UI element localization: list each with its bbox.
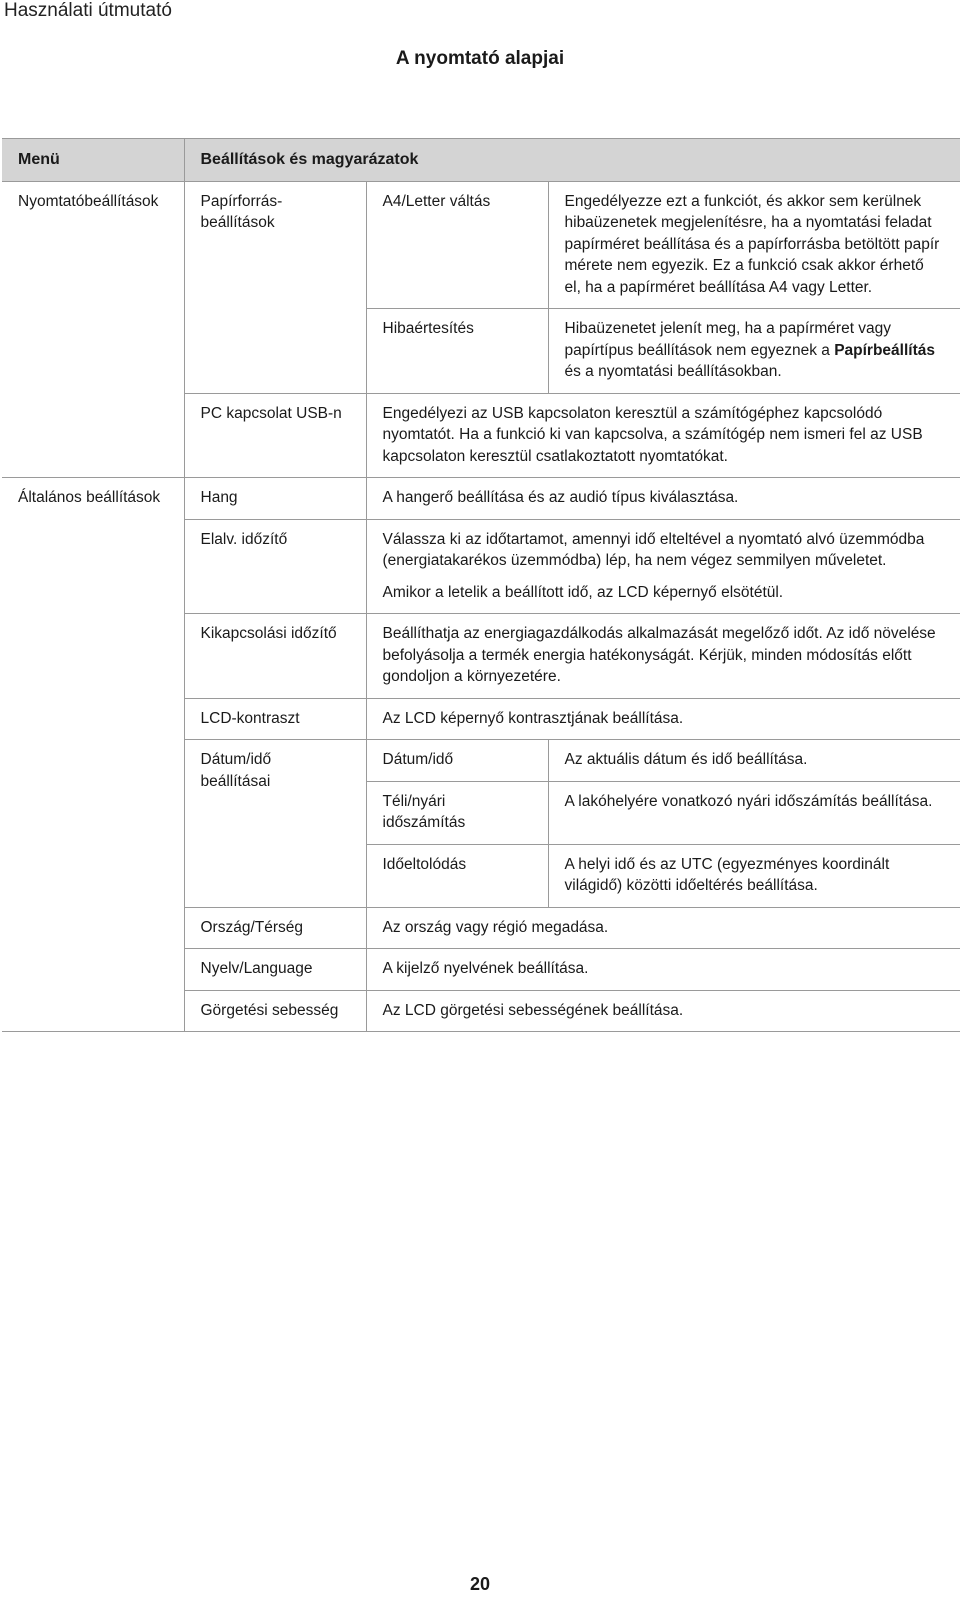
item-datum (184, 740, 366, 908)
subitem-a4letter: A4/Letter váltás (366, 181, 548, 309)
desc-kikapcsolasi: Beállíthatja az energiagazdálkodás alkalmazását megelőző időt. Az idő növelése befolyásolja a termék energia hatékonyságát. Kérjük, minden módosítás előtt gondoljon a környezetére. (366, 614, 960, 699)
desc-hang: A hangerő beállítása és az audió típus kiválasztása. (366, 478, 960, 520)
item-lcd-kontraszt: LCD-kontraszt (184, 698, 366, 740)
desc-pc-usb: Engedélyezi az USB kapcsolaton keresztül a számítógéphez kapcsolódó nyomtatót. Ha a funkció ki van kapcsolva, a számítógép nem ismeri fel az USB kapcsolaton keresztül csatlakoztatott nyomtatókat. (366, 393, 960, 478)
desc-elalv: Válassza ki az időtartamot, amennyi idő elteltével a nyomtató alvó üzemmódba (energiatakarékos üzemmódba) lép, ha nem végez semmilyen műveletet. (366, 519, 960, 582)
menu-nyomtato: Nyomtatóbeállítások (2, 181, 184, 478)
item-label: Dátum/idő (200, 751, 272, 768)
item-orszag: Ország/Térség (184, 907, 366, 949)
menu-altalanos: Általános beállítások (2, 478, 184, 1032)
desc-hibaertesites (548, 309, 960, 394)
running-title: Használati útmutató (4, 0, 172, 21)
desc-text: és a nyomtatási beállításokban. (564, 363, 782, 380)
desc-orszag: Az ország vagy régió megadása. (366, 907, 960, 949)
subitem-idoeltolodas: Időeltolódás (366, 844, 548, 907)
subitem-teli-nyari (366, 781, 548, 844)
desc-gorgetesi: Az LCD görgetési sebességének beállítása. (366, 990, 960, 1032)
table-row (2, 478, 960, 520)
subitem-datum-ido: Dátum/idő (366, 740, 548, 782)
item-papirforras (184, 181, 366, 393)
desc-idoeltolodas: A helyi idő és az UTC (egyezményes koordinált világidő) közötti időeltérés beállítása. (548, 844, 960, 907)
desc-bold-term: Papírbeállítás (834, 341, 935, 359)
item-label: Téli/nyári (382, 792, 446, 810)
table-header-row (2, 139, 960, 182)
page-number: 20 (469, 1574, 491, 1594)
item-hang: Hang (184, 478, 366, 520)
item-label: időszámítás (382, 814, 466, 831)
desc-datum-ido: Az aktuális dátum és idő beállítása. (548, 740, 960, 782)
item-label: beállítások (200, 214, 275, 231)
item-kikapcsolasi: Kikapcsolási időzítő (184, 614, 366, 699)
table-row (2, 181, 960, 309)
desc-elalv-note: Amikor a letelik a beállított idő, az LCD képernyő elsötétül. (366, 582, 960, 614)
desc-a4letter: Engedélyezze ezt a funkciót, és akkor sem kerülnek hibaüzenetek megjelenítésre, ha a nyomtatási feladat papírméret beállítása és a papírforrásba betöltött papír mérete nem egyezik. Ez a funkció csak akkor érhető el, ha a papírméret beállítása A4 vagy Letter. (548, 181, 960, 309)
item-label: beállításai (200, 772, 271, 790)
item-pc-usb: PC kapcsolat USB-n (184, 393, 366, 478)
desc-lcd-kontraszt: Az LCD képernyő kontrasztjának beállítása. (366, 698, 960, 740)
desc-nyelv: A kijelző nyelvének beállítása. (366, 949, 960, 991)
item-nyelv: Nyelv/Language (184, 949, 366, 991)
item-elalv: Elalv. időzítő (184, 519, 366, 614)
item-gorgetesi: Görgetési sebesség (184, 990, 366, 1032)
header-menu: Menü (2, 139, 184, 182)
subitem-hibaertesites: Hibaértesítés (366, 309, 548, 394)
settings-table (2, 138, 960, 1032)
item-label: Papírforrás- (200, 192, 283, 210)
header-settings: Beállítások és magyarázatok (184, 139, 960, 182)
desc-text: Hibaüzenetet jelenít meg, ha a papírméret vagy papírtípus beállítások nem egyeznek a (564, 320, 892, 359)
section-title: A nyomtató alapjai (395, 48, 565, 69)
desc-teli-nyari: A lakóhelyére vonatkozó nyári időszámítás beállítása. (548, 781, 960, 844)
